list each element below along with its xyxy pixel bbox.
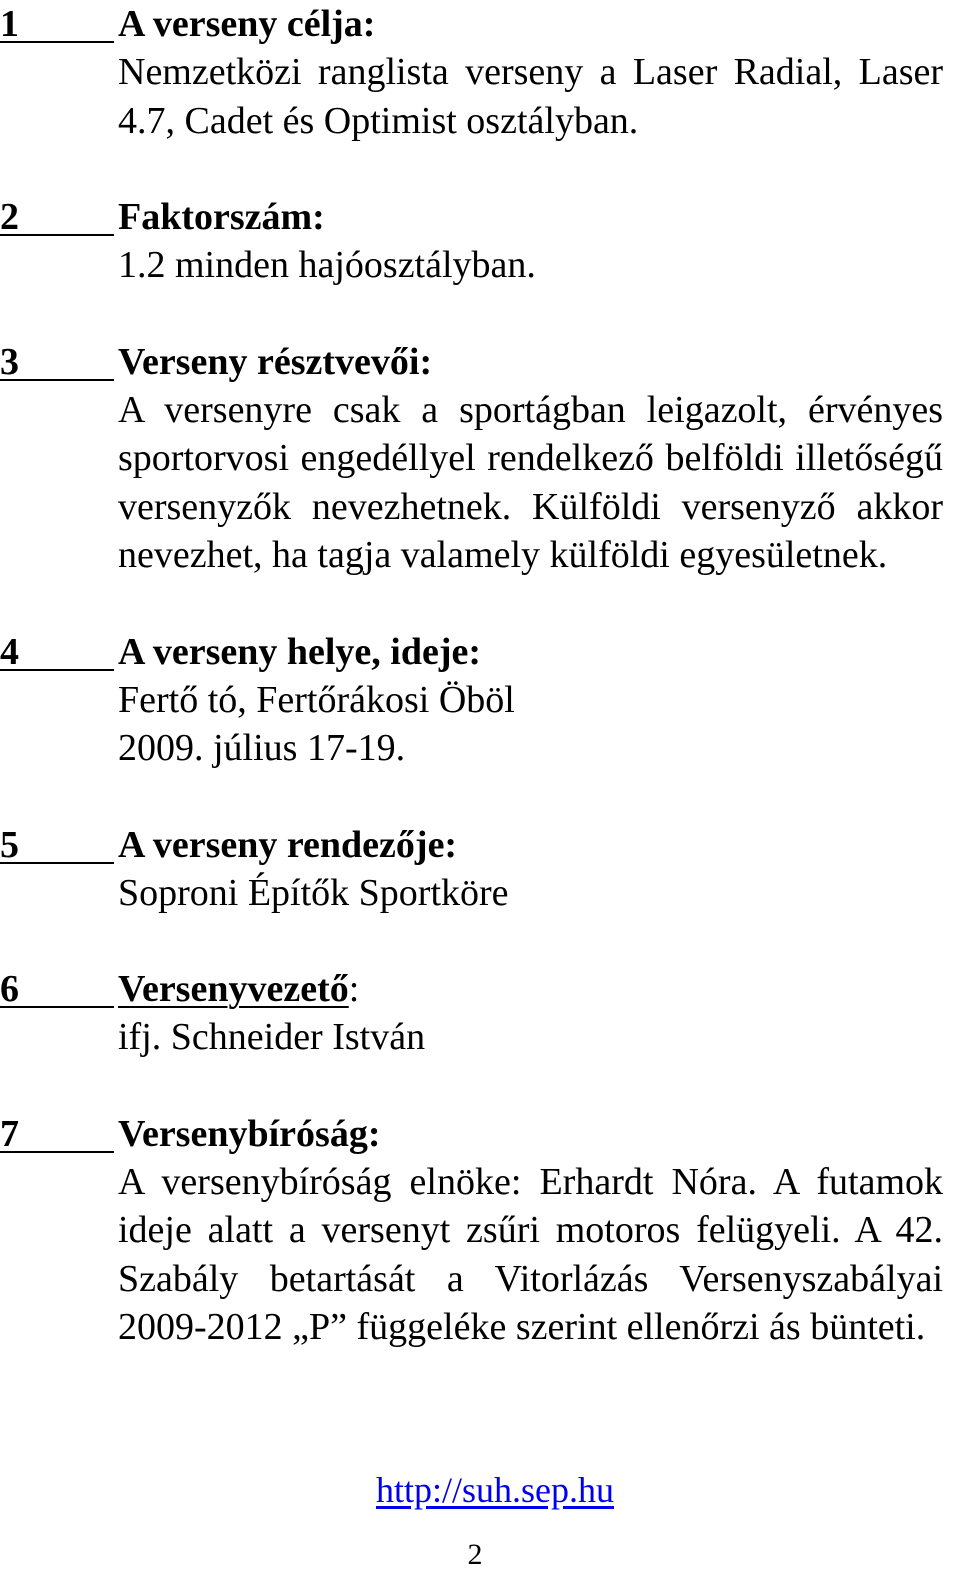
section-body: ifj. Schneider István [118, 1016, 426, 1058]
section-number: 2 [0, 196, 19, 238]
section-body: 1.2 minden hajóosztályban. [118, 244, 536, 286]
section-number: 7 [0, 1112, 19, 1155]
section-heading [0, 0, 960, 48]
section-title: A verseny rendezője: [118, 823, 458, 866]
section-number: 3 [0, 340, 19, 383]
section-heading [0, 821, 960, 869]
section-heading [0, 1110, 960, 1158]
section-title: Verseny résztvevői: [118, 340, 433, 383]
section-body: A versenyre csak a sportágban leigazolt, érvényes sportorvosi engedéllyel rendelkező belföldi illetőségű versenyzők nevezhetnek. Külföldi versenyző akkor nevezhet, ha tagja valamely külföldi egyesületnek. [118, 388, 943, 576]
section-venue-date [0, 628, 960, 773]
section-title-text: Versenyvezető [118, 968, 349, 1010]
section-purpose [0, 0, 960, 145]
page-number: 2 [467, 1538, 483, 1571]
section-body: Nemzetközi ranglista verseny a Laser Radial, Laser 4.7, Cadet és Optimist osztályban. [118, 51, 943, 142]
section-number: 6 [0, 968, 19, 1010]
section-race-officer [0, 965, 960, 1062]
section-title [118, 965, 359, 1013]
website-link[interactable]: http://suh.sep.hu [375, 1470, 614, 1510]
section-heading [0, 193, 960, 241]
venue-line: Fertő tó, Fertőrákosi Öböl [118, 678, 515, 721]
section-jury [0, 1110, 960, 1352]
section-title-suffix: : [348, 968, 360, 1010]
section-organizer [0, 821, 960, 918]
section-title: A verseny célja: [118, 3, 376, 45]
section-number: 1 [0, 3, 19, 45]
section-title: Versenybíróság: [118, 1112, 381, 1155]
section-body [118, 676, 943, 773]
date-line: 2009. július 17-19. [118, 727, 406, 769]
section-title: A verseny helye, ideje: [118, 630, 482, 673]
section-factor [0, 193, 960, 290]
section-title: Faktorszám: [118, 196, 325, 238]
section-participants [0, 338, 960, 580]
section-heading [0, 338, 960, 386]
section-body: A versenybíróság elnöke: Erhardt Nóra. A futamok ideje alatt a versenyt zsűri motoros felügyeli. A 42. Szabály betartását a Vitorlázás Versenyszabályai 2009-2012 „P” függeléke szerint ellenőrzi ás bünteti. [118, 1160, 943, 1348]
section-body: Soproni Építők Sportköre [118, 871, 509, 914]
section-number: 4 [0, 630, 19, 673]
section-heading [0, 628, 960, 676]
section-heading [0, 965, 960, 1013]
section-number: 5 [0, 823, 19, 866]
